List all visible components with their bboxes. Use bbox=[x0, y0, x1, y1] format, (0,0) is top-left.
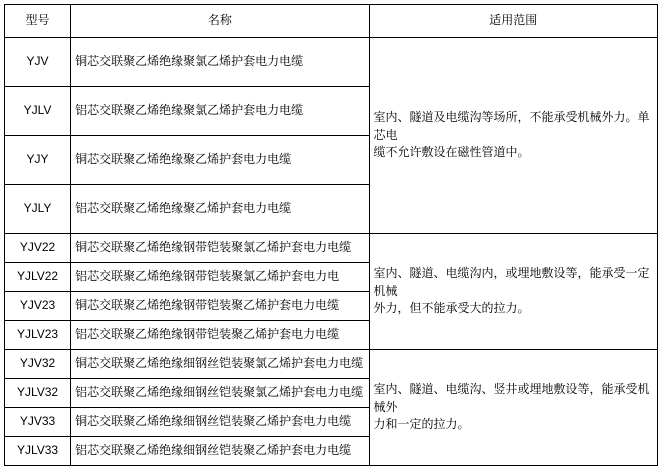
cell-model: YJV32 bbox=[5, 350, 71, 379]
cell-name: 铝芯交联聚乙烯绝缘聚乙烯护套电力电缆 bbox=[71, 185, 369, 234]
table-row bbox=[5, 38, 658, 87]
cell-name: 铜芯交联聚乙烯绝缘细钢丝铠装聚乙烯护套电力电缆 bbox=[71, 408, 369, 437]
cell-model: YJLV22 bbox=[5, 263, 71, 292]
cell-name: 铜芯交联聚乙烯绝缘钢带铠装聚氯乙烯护套电力电缆 bbox=[71, 234, 369, 263]
cell-name: 铜芯交联聚乙烯绝缘聚氯乙烯护套电力电缆 bbox=[71, 38, 369, 87]
column-header-model: 型号 bbox=[5, 5, 71, 38]
table-row bbox=[5, 350, 658, 379]
cell-model: YJLY bbox=[5, 185, 71, 234]
cell-name: 铝芯交联聚乙烯绝缘细钢丝铠装聚氯乙烯护套电力电缆 bbox=[71, 379, 369, 408]
cell-model: YJLV32 bbox=[5, 379, 71, 408]
cell-name: 铜芯交联聚乙烯绝缘细钢丝铠装聚氯乙烯护套电力电缆 bbox=[71, 350, 369, 379]
cell-model: YJLV bbox=[5, 87, 71, 136]
cable-specification-table bbox=[4, 4, 658, 466]
cell-scope-group-2 bbox=[369, 234, 657, 350]
column-header-name: 名称 bbox=[71, 5, 369, 38]
cell-scope-group-3 bbox=[369, 350, 657, 466]
column-header-scope: 适用范围 bbox=[369, 5, 657, 38]
scope-line-2: 缆不允许敷设在磁性管道中。 bbox=[373, 145, 530, 160]
table-header bbox=[5, 5, 658, 38]
cell-model: YJLV33 bbox=[5, 437, 71, 466]
cell-name: 铝芯交联聚乙烯绝缘钢带铠装聚乙烯护套电力电缆 bbox=[71, 321, 369, 350]
scope-line-1: 室内、隧道及电缆沟等场所，不能承受机械外力。单芯电 bbox=[373, 110, 650, 142]
cell-scope-group-1 bbox=[369, 38, 657, 234]
cell-name: 铝芯交联聚乙烯绝缘聚氯乙烯护套电力电缆 bbox=[71, 87, 369, 136]
scope-line-1: 室内、隧道、电缆沟内，或埋地敷设等，能承受一定机械 bbox=[373, 266, 650, 298]
cell-name: 铝芯交联聚乙烯绝缘细钢丝铠装聚乙烯护套电力电缆 bbox=[71, 437, 369, 466]
scope-line-2: 外力，但不能承受大的拉力。 bbox=[373, 301, 530, 316]
cell-model: YJY bbox=[5, 136, 71, 185]
cell-name: 铜芯交联聚乙烯绝缘钢带铠装聚乙烯护套电力电缆 bbox=[71, 292, 369, 321]
cell-model: YJV33 bbox=[5, 408, 71, 437]
scope-line-1: 室内、隧道、电缆沟、竖井或埋地敷设等，能承受机械外 bbox=[373, 382, 650, 414]
cell-model: YJV23 bbox=[5, 292, 71, 321]
scope-line-2: 力和一定的拉力。 bbox=[373, 417, 470, 432]
table-row bbox=[5, 234, 658, 263]
cell-name: 铜芯交联聚乙烯绝缘聚乙烯护套电力电缆 bbox=[71, 136, 369, 185]
table-header-row bbox=[5, 5, 658, 38]
cell-model: YJLV23 bbox=[5, 321, 71, 350]
cell-name: 铝芯交联聚乙烯绝缘钢带铠装聚氯乙烯护套电力电 bbox=[71, 263, 369, 292]
cell-model: YJV bbox=[5, 38, 71, 87]
cell-model: YJV22 bbox=[5, 234, 71, 263]
table-body bbox=[5, 38, 658, 466]
